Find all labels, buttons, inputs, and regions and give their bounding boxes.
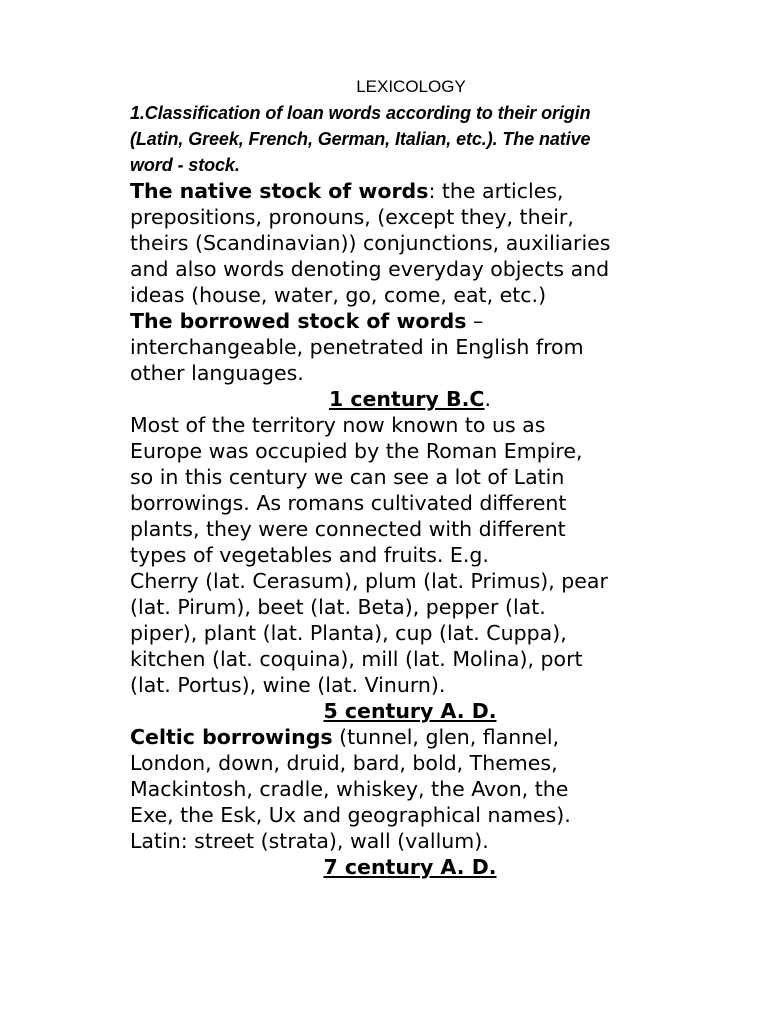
paragraph-line: theirs (Scandinavian)) conjunctions, auxiliaries	[130, 231, 611, 255]
paragraph-line	[130, 308, 690, 334]
document-page	[130, 74, 690, 880]
native-stock-term: The native stock of words	[130, 179, 429, 203]
paragraph-line: (lat. Portus), wine (lat. Vinurn).	[130, 673, 446, 697]
paragraph-line: (lat. Pirum), beet (lat. Beta), pepper (lat.	[130, 595, 546, 619]
borrowed-stock-term: The borrowed stock of words	[130, 309, 467, 333]
paragraph-line: Cherry (lat. Cerasum), plum (lat. Primus), pear	[130, 569, 608, 593]
paragraph-line: plants, they were connected with different	[130, 517, 566, 541]
question-line: 1.Classification of loan words according to their origin	[130, 103, 591, 123]
paragraph-line	[130, 724, 690, 750]
question-line: (Latin, Greek, French, German, Italian, etc.). The native	[130, 129, 591, 149]
celtic-borrowings-paragraph	[130, 724, 690, 854]
paragraph-line: London, down, druid, bard, bold, Themes,	[130, 751, 558, 775]
section-heading-7-century-ad	[130, 854, 690, 880]
paragraph-line	[130, 178, 690, 204]
paragraph-line: borrowings. As romans cultivated different	[130, 491, 567, 515]
borrowed-stock-paragraph	[130, 308, 690, 386]
question-line: word - stock.	[130, 155, 240, 175]
paragraph-line: so in this century we can see a lot of Latin	[130, 465, 565, 489]
native-stock-text: : the articles,	[428, 179, 564, 203]
paragraph-line: ideas (house, water, go, come, eat, etc.)	[130, 283, 547, 307]
paragraph-line: Latin: street (strata), wall (vallum).	[130, 829, 489, 853]
section-heading-text: 5 century A. D.	[323, 699, 497, 723]
document-title: LEXICOLOGY	[356, 77, 466, 96]
paragraph-line: Exe, the Esk, Ux and geographical names).	[130, 803, 571, 827]
borrowed-stock-text: –	[466, 309, 484, 333]
paragraph-line: kitchen (lat. coquina), mill (lat. Molina), port	[130, 647, 583, 671]
native-stock-paragraph	[130, 178, 690, 308]
paragraph-line: other languages.	[130, 361, 304, 385]
section-heading-text: 7 century A. D.	[323, 855, 497, 879]
paragraph-line: Most of the territory now known to us as	[130, 413, 546, 437]
question-heading	[130, 100, 690, 178]
paragraph-line: Mackintosh, cradle, whiskey, the Avon, the	[130, 777, 569, 801]
paragraph-line: types of vegetables and fruits. E.g.	[130, 543, 489, 567]
paragraph-line: and also words denoting everyday objects and	[130, 257, 610, 281]
section-heading-text: 1 century B.C	[328, 387, 485, 411]
celtic-borrowings-text: (tunnel, glen, flannel,	[332, 725, 560, 749]
celtic-borrowings-term: Celtic borrowings	[130, 725, 333, 749]
paragraph-line: prepositions, pronouns, (except they, their,	[130, 205, 574, 229]
paragraph-line: Europe was occupied by the Roman Empire,	[130, 439, 583, 463]
paragraph-line: piper), plant (lat. Planta), cup (lat. Cuppa),	[130, 621, 567, 645]
section-heading-suffix: .	[484, 387, 492, 411]
latin-borrowings-paragraph	[130, 412, 690, 698]
section-heading-5-century-ad	[130, 698, 690, 724]
paragraph-line: interchangeable, penetrated in English from	[130, 335, 584, 359]
section-heading-1-century-bc	[130, 386, 690, 412]
